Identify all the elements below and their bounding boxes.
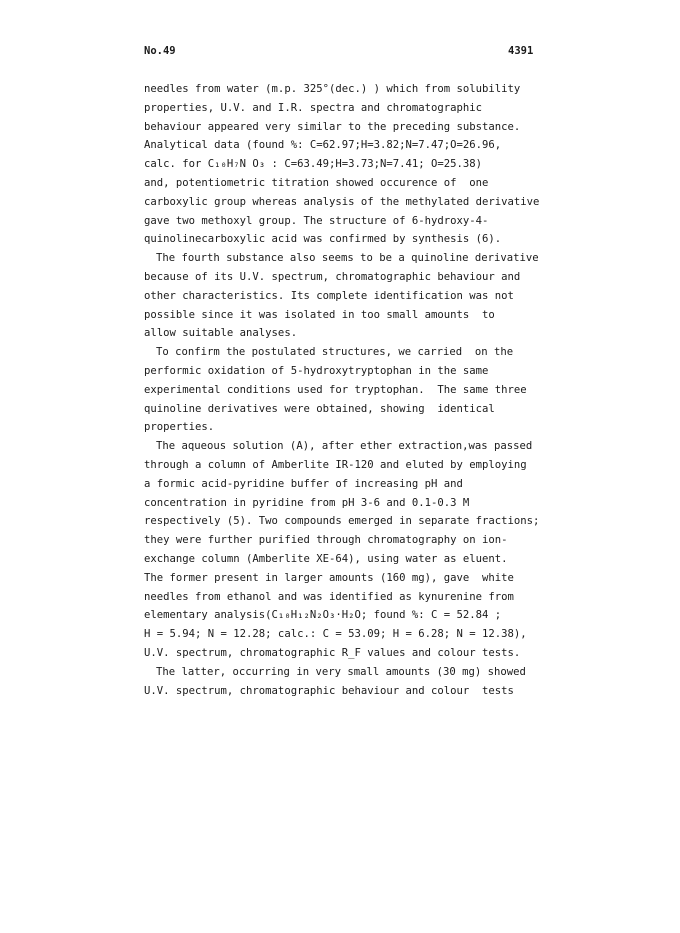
text-line-1: needles from water (m.p. 325°(dec.) ) which from solubility: [144, 83, 521, 95]
text-line-25: they were further purified through chromatography on ion-: [144, 534, 508, 547]
journal-issue: No.49: [144, 45, 176, 57]
text-line-10: The fourth substance also seems to be a quinoline derivative: [156, 252, 539, 265]
text-line-32: The latter, occurring in very small amounts (30 mg) showed: [156, 665, 526, 678]
text-line-19: properties.: [144, 421, 215, 434]
text-line-18: quinoline derivatives were obtained, showing identical: [144, 402, 495, 415]
text-line-8: gave two methoxyl group. The structure of 6-hydroxy-4-: [144, 214, 489, 227]
text-line-17: experimental conditions used for tryptophan. The same three: [144, 383, 527, 396]
text-line-23: concentration in pyridine from pH 3-6 and 0.1-0.3 M: [144, 496, 470, 509]
text-line-28: needles from ethanol and was identified as kynurenine from: [144, 590, 514, 603]
text-line-12: other characteristics. Its complete identification was not: [144, 289, 514, 302]
text-line-5: calc. for C₁₀H₇N O₃ : C=63.49;H=3.73;N=7.41; O=25.38): [144, 158, 483, 171]
text-line-3: behaviour appeared very similar to the preceding substance.: [144, 120, 521, 133]
text-line-33: U.V. spectrum, chromatographic behaviour and colour tests: [144, 684, 514, 697]
text-line-14: allow suitable analyses.: [144, 327, 298, 340]
text-line-9: quinolinecarboxylic acid was confirmed by synthesis (6).: [144, 233, 502, 246]
text-line-11: because of its U.V. spectrum, chromatographic behaviour and: [144, 270, 521, 283]
text-line-26: exchange column (Amberlite XE-64), using water as eluent.: [144, 552, 508, 565]
text-line-7: carboxylic group whereas analysis of the methylated derivative: [144, 195, 540, 208]
text-line-13: possible since it was isolated in too small amounts to: [144, 308, 495, 321]
text-line-29: elementary analysis(C₁₀H₁₂N₂O₃·H₂O; found %: C = 52.84 ;: [144, 609, 502, 622]
text-line-2: properties, U.V. and I.R. spectra and chromatographic: [144, 101, 483, 114]
body-text: [144, 80, 544, 700]
text-line-24: respectively (5). Two compounds emerged in separate fractions;: [144, 515, 540, 528]
text-line-4: Analytical data (found %: C=62.97;H=3.82;N=7.47;O=26.96,: [144, 139, 502, 152]
text-line-27: The former present in larger amounts (160 mg), gave white: [144, 571, 514, 584]
text-line-21: through a column of Amberlite IR-120 and eluted by employing: [144, 458, 527, 471]
text-line-31: U.V. spectrum, chromatographic R_F values and colour tests.: [144, 646, 521, 659]
text-line-22: a formic acid-pyridine buffer of increasing pH and: [144, 477, 463, 490]
text-line-20: The aqueous solution (A), after ether extraction,was passed: [156, 440, 533, 453]
text-line-6: and, potentiometric titration showed occurence of one: [144, 176, 489, 189]
page-number: 4391: [508, 45, 534, 57]
text-line-16: performic oxidation of 5-hydroxytryptophan in the same: [144, 364, 489, 377]
text-line-15: To confirm the postulated structures, we carried on the: [156, 346, 514, 359]
text-line-30: H = 5.94; N = 12.28; calc.: C = 53.09; H = 6.28; N = 12.38),: [144, 628, 527, 641]
